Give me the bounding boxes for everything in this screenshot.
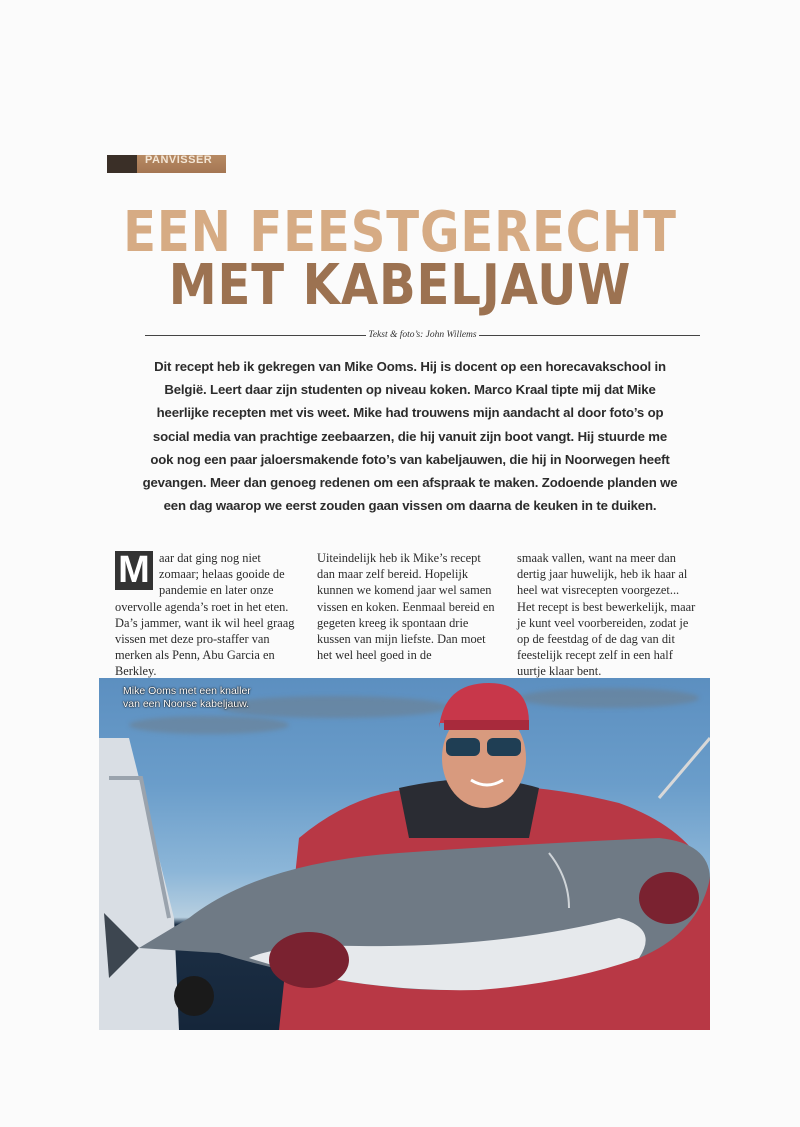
drop-cap: M [115,551,153,590]
section-tag-label: PANVISSER [137,155,226,173]
intro-paragraph: Dit recept heb ik gekregen van Mike Ooms. Hij is docent op een horecavakschool in België. Leert daar zijn studenten op niveau koken. Marco Kraal tipte mij dat Mike heerlijke recepten met vis weet. Mike had trouwens mijn aandacht al door foto’s op social media van prachtige zeebaarzen, die hij vanuit zijn boot vangt. Hij stuurde me ook nog een paar jaloersmakende foto’s van kabeljauwen, die hij in Noorwegen heeft gevangen. Meer dan genoeg redenen om een afspraak te maken. Zodoende planden we een dag waarop we eerst zouden gaan vissen om daarna de keuken in te duiken. [142,359,678,514]
sunglasses-left-lens [446,738,480,756]
photo-caption [123,685,251,711]
photo-caption-line-2: van een Noorse kabeljauw. [123,698,250,710]
boat-hull-shape [99,738,179,1030]
photo-caption-line-1: Mike Ooms met een knaller [123,685,251,697]
photo-angler-with-cod [99,678,710,1030]
section-tag-dark-block [107,155,137,173]
body-column-3: smaak vallen, want na meer dan dertig jaar huwelijk, heb ik haar al heel wat visrecepten voorgezet... Het recept is best bewerkelijk, maar je kunt veel voorbereiden, zodat je op de feestdag of de dag van dit feestelijk recept zelf in een half uurtje klaar bent. [517,551,696,679]
sunglasses-right-lens [487,738,521,756]
fishing-reel-shape [174,976,214,1016]
right-glove-shape [639,872,699,924]
left-glove-shape [269,932,349,988]
cap-brim-shape [444,720,529,730]
byline-rule-right [479,335,700,336]
headline-line-1: EEN FEESTGERECHT [123,200,677,265]
fishing-rod-shape [659,738,710,798]
byline [145,327,700,343]
body-column-2: Uiteindelijk heb ik Mike’s recept dan maar zelf bereid. Hopelijk kunnen we komend jaar wel samen vissen en koken. Eenmaal bereid en gegeten kreeg ik spontaan drie kussen van mijn liefste. Dan moet het wel heel goed in de [317,551,495,663]
byline-text: Tekst & foto’s: John Willems [368,330,477,340]
byline-rule-left [145,335,366,336]
body-column-1 [115,550,297,680]
photo-scene [99,678,710,1030]
section-tag [107,155,226,173]
body-column-1-text: aar dat ging nog niet zomaar; helaas gooide de pandemie en later onze overvolle agenda’s roet in het eten. Da’s jammer, want ik wil heel graag vissen met deze pro-staffer van merken als Penn, Abu Garcia en Berkley. [115,551,295,679]
headline-line-2: MET KABELJAUW [168,253,632,318]
